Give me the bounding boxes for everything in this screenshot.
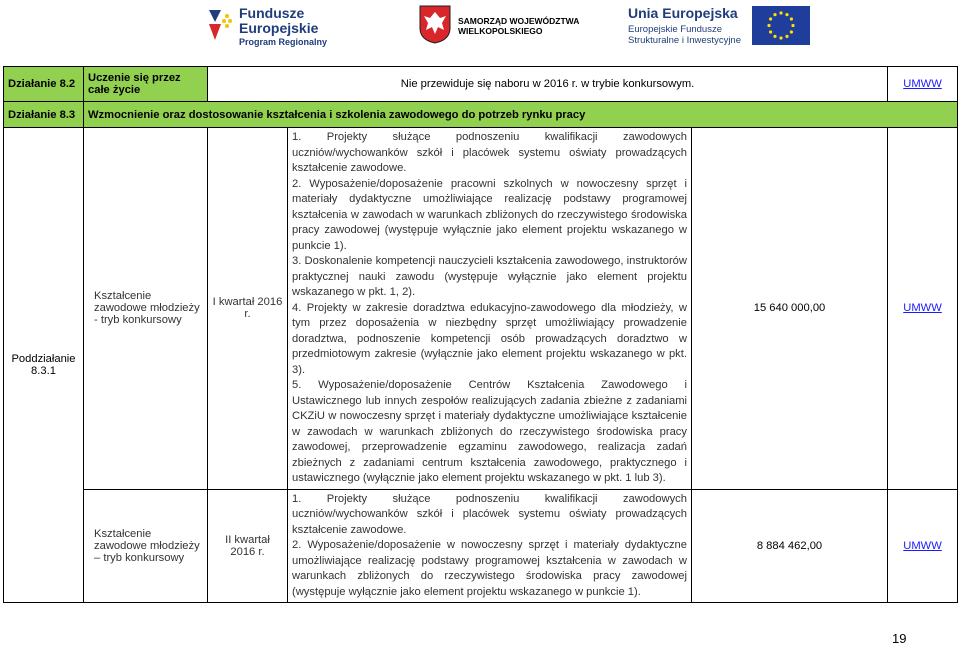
page-number: 19 [892, 631, 907, 646]
sw-line2: WIELKOPOLSKIEGO [458, 26, 543, 36]
entry-1-name: Kształcenie zawodowe młodzieży - tryb konkursowy [84, 128, 208, 490]
dzialanie-8-2-label: Działanie 8.2 [4, 67, 84, 102]
entry-1-scope [288, 128, 692, 490]
eu-line2: Europejskie Fundusze [628, 24, 722, 35]
entry-2-quarter: II kwartał 2016 r. [208, 489, 288, 603]
entry-2-umww-link[interactable]: UMWW [903, 539, 942, 552]
entry-2-item-1: 1. Projekty służące podnoszeniu kwalifikacji zawodowych uczniów/wychowanków szkół i placówek systemu oświaty prowadzących kształcenie zawodowe. [292, 492, 687, 536]
umww-link[interactable]: UMWW [903, 78, 942, 90]
dzialanie-8-2-note: Nie przewiduje się naboru w 2016 r. w trybie konkursowym. [208, 67, 888, 102]
fundusze-europejskie-logo [203, 4, 333, 48]
fe-line1: Fundusze [239, 5, 305, 21]
row-dzialanie-8-2 [4, 67, 958, 102]
entry-1-quarter: I kwartał 2016 r. [208, 128, 288, 490]
dzialanie-8-3-label: Działanie 8.3 [4, 102, 84, 128]
poddzialanie-label: Poddziałanie 8.3.1 [4, 128, 84, 603]
dzialanie-8-2-title: Uczenie się przez całe życie [84, 67, 208, 102]
entry-1-item-3: 3. Doskonalenie kompetencji nauczycieli kształcenia zawodowego, instruktorów praktycznej nauki zawodu (występuje wyłącznie jako element projektu wskazanego w pkt. 1, 2). [292, 255, 687, 298]
entry-2-scope [288, 489, 692, 603]
row-dzialanie-8-3 [4, 102, 958, 128]
entry-1-amount: 15 640 000,00 [692, 128, 888, 490]
eagle-crest-icon [418, 4, 452, 44]
schedule-table [3, 66, 958, 603]
fe-line3: Program Regionalny [239, 37, 328, 47]
eu-line1: Unia Europejska [628, 5, 738, 21]
entry-2-name: Kształcenie zawodowe młodzieży – tryb konkursowy [84, 489, 208, 603]
entry-1-item-1: 1. Projekty służące podnoszeniu kwalifikacji zawodowych uczniów/wychowanków szkół i placówek systemu oświaty prowadzących kształcenie zawodowe. [292, 131, 687, 174]
entry-1-item-2: 2. Wyposażenie/doposażenie pracowni szkolnych w nowoczesny sprzęt i materiały dydaktyczne umożliwiające realizację podstawy programowej kształcenia w zawodach w warunkach zbliżonych do rzeczywistego środowiska pracy zawodowej (występuje wyłącznie jako element projektu wskazanego w punkcie 1). [292, 177, 687, 252]
samorzad-logo [418, 4, 580, 48]
eu-line3: Strukturalne i Inwestycyjne [628, 35, 741, 46]
fe-emblem-icon [203, 4, 235, 48]
row-entry-2 [4, 489, 958, 603]
eu-flag-icon [752, 6, 810, 45]
entry-2-item-2: 2. Wyposażenie/doposażenie w nowoczesny sprzęt i materiały dydaktyczne umożliwiające realizację podstawy programowej kształcenia w zawodach w warunkach zbliżonych do rzeczywistego środowiska pracy zawodowej (występuje wyłącznie jako element projektu wskazanego w punkcie 1). [292, 539, 687, 598]
row-entry-1 [4, 128, 958, 490]
entry-2-amount: 8 884 462,00 [692, 489, 888, 603]
entry-1-item-5: 5. Wyposażenie/doposażenie Centrów Kształcenia Zawodowego i Ustawicznego lub innych zespołów realizujących zadania zbieżne z zadaniami CKZiU w nowoczesny sprzęt i materiały dydaktyczne umożliwiające kształcenie w zawodach w warunkach zbliżonych do rzeczywistego środowiska pracy zawodowej, przeprowadzenie egzaminu zawodowego, realizacja zadań zbieżnych z zadaniami centrum kształcenia zawodowego, praktycznego i ustawicznego (wyłącznie jako element projektu wskazanego w pkt. 1 lub 3). [292, 379, 687, 484]
fe-line2: Europejskie [239, 20, 319, 36]
sw-line1: SAMORZĄD WOJEWÓDZTWA [458, 16, 580, 26]
entry-1-item-4: 4. Projekty w zakresie doradztwa edukacyjno-zawodowego dla młodzieży, w tym przez doposażenia w niezbędny sprzęt umożliwiający prowadzenie doradztwa, podnoszenie kompetencji osób prowadzących doradztwo w przedmiotowym zakresie (wyłącznie jako element projektu wskazanego w pkt. 3). [292, 301, 687, 376]
entry-1-umww-link[interactable]: UMWW [903, 302, 942, 315]
dzialanie-8-3-title: Wzmocnienie oraz dostosowanie kształcenia i szkolenia zawodowego do potrzeb rynku pracy [84, 102, 958, 128]
